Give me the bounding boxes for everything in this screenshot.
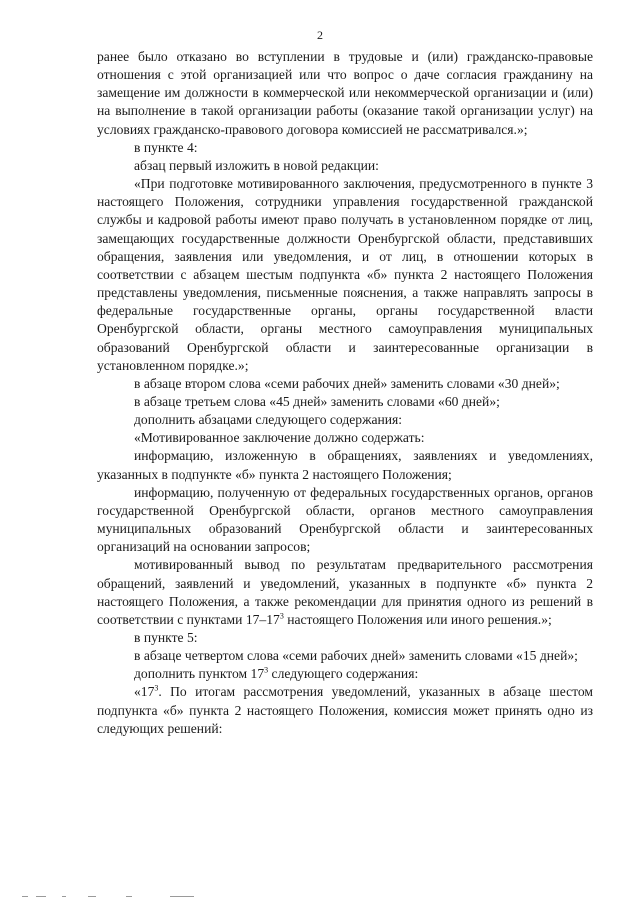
paragraph-text: . По итогам рассмотрения уведомлений, указанных в абзаце шестом подпункта «б» пункта 2 настоящего Положения, комиссия может принять одно из следующих решений:	[97, 684, 593, 736]
superscript: 3	[154, 683, 159, 693]
superscript: 3	[264, 665, 269, 675]
scan-artifact	[22, 894, 222, 900]
paragraph: в пункте 5:	[134, 630, 198, 645]
paragraph-text: «17	[134, 684, 155, 700]
paragraph-text: мотивированный вывод по результатам предварительного рассмотрения обращений, заявлений и уведомлений, указанных в подпункте «б» пункта 2 настоящего Положения, а также рекомендации для принятия одного из решений в соответствии с пунктами 17–17	[97, 557, 593, 627]
paragraph: в абзаце четвертом слова «семи рабочих дней» заменить словами «15 дней»;	[134, 648, 578, 664]
document-body	[97, 48, 593, 738]
paragraph: абзац первый изложить в новой редакции:	[134, 157, 379, 173]
paragraph: информацию, полученную от федеральных государственных органов, органов государственной Оренбургской области, органов местного самоуправления муниципальных образований Оренбургской области и заинтересованных организаций на основании запросов;	[97, 484, 593, 555]
paragraph: информацию, изложенную в обращениях, заявлениях и уведомлениях, указанных в подпункте «б» пункта 2 настоящего Положения;	[97, 448, 593, 482]
paragraph	[97, 683, 593, 737]
paragraph	[97, 556, 593, 629]
paragraph-text: следующего содержания:	[268, 666, 419, 682]
paragraph: в абзаце третьем слова «45 дней» заменить словами «60 дней»;	[134, 393, 500, 409]
paragraph: дополнить абзацами следующего содержания:	[134, 412, 403, 428]
superscript: 3	[279, 611, 284, 621]
paragraph: в пункте 4:	[134, 139, 198, 155]
paragraph: ранее было отказано во вступлении в трудовые и (или) гражданско-правовые отношения с этой организацией или что вопрос о даче согласия гражданину на замещение им должности в коммерческой или некоммерческой организации и (или) на выполнение в такой организации работы (оказание такой организации услуг) на условиях гражданско-правового договора комиссией не рассматривался.»;	[97, 49, 593, 137]
page-number: 2	[317, 28, 323, 42]
paragraph-text: настоящего Положения или иного решения.»;	[283, 611, 552, 627]
paragraph	[97, 665, 593, 683]
paragraph: «При подготовке мотивированного заключения, предусмотренного в пункте 3 настоящего Положения, сотрудники управления государственной гражданской службы и кадровой работы имеют право получать в установленном порядке от лиц, замещающих государственные должности Оренбургской области, представивших обращения, заявления или уведомления, и от лиц, в отношении которых в соответствии с абзацем шестым подпункта «б» пункта 2 настоящего Положения представлены уведомления, письменные пояснения, а также направлять запросы в федеральные государственные органы, органы государственной власти Оренбургской области, органы местного самоуправления муниципальных образований Оренбургской области и заинтересованные организации в установленном порядке.»;	[97, 176, 593, 373]
paragraph: «Мотивированное заключение должно содержать:	[134, 430, 425, 446]
paragraph: в абзаце втором слова «семи рабочих дней» заменить словами «30 дней»;	[134, 375, 560, 391]
paragraph-text: дополнить пунктом 17	[134, 666, 265, 682]
